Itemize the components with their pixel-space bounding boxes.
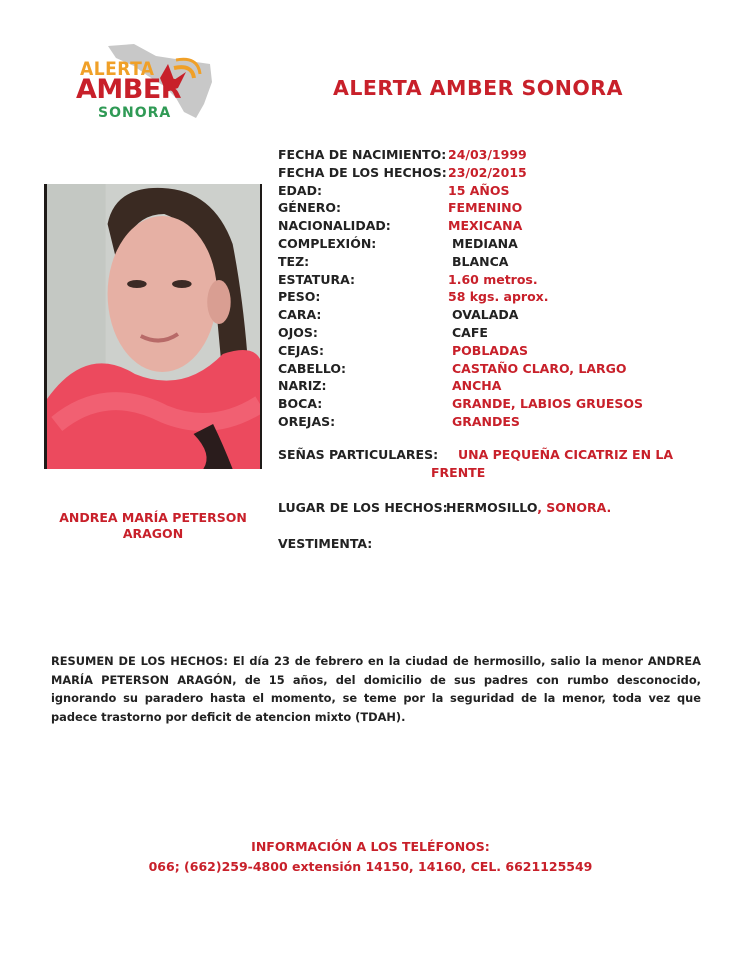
contact-heading: INFORMACIÓN A LOS TELÉFONOS:: [251, 839, 490, 854]
detail-value: 23/02/2015: [448, 164, 527, 180]
lugar-value: [446, 500, 611, 515]
detail-label: BOCA:: [278, 396, 323, 412]
logo-alerta-text: ALERTA: [80, 58, 155, 80]
logo-amber-text: AMBER: [76, 74, 182, 105]
lugar-city: HERMOSILLO: [446, 500, 538, 515]
lugar-state: SONORA.: [541, 500, 612, 515]
detail-value: GRANDE, LABIOS GRUESOS: [452, 396, 644, 412]
detail-label: NARIZ:: [278, 378, 327, 394]
detail-value: FEMENINO: [448, 200, 523, 216]
detail-value: CAFE: [452, 324, 488, 340]
detail-value: MEDIANA: [452, 235, 518, 251]
detail-label: OREJAS:: [278, 413, 336, 429]
detail-label: CABELLO:: [278, 360, 347, 376]
detail-value: 15 AÑOS: [448, 182, 510, 198]
logo-sonora-text: SONORA: [98, 105, 172, 121]
detail-label: FECHA DE LOS HECHOS:: [278, 164, 447, 180]
vestimenta-label: VESTIMENTA:: [278, 536, 373, 551]
detail-label: PESO:: [278, 289, 321, 305]
detail-value: MEXICANA: [448, 218, 523, 234]
senas-label: SEÑAS PARTICULARES:: [278, 447, 439, 462]
detail-label: CARA:: [278, 307, 322, 323]
detail-label: COMPLEXIÓN:: [278, 235, 377, 251]
detail-label: FECHA DE NACIMIENTO:: [278, 147, 447, 162]
lugar-label: LUGAR DE LOS HECHOS:: [278, 500, 448, 515]
detail-label: TEZ:: [278, 253, 310, 269]
lugar-sep: ,: [537, 500, 542, 515]
missing-person-photo: [44, 184, 262, 469]
detail-value: OVALADA: [452, 307, 519, 323]
detail-value: 1.60 metros.: [448, 271, 538, 287]
detail-label: ESTATURA:: [278, 271, 356, 287]
detail-value: ANCHA: [452, 378, 502, 394]
detail-value: POBLADAS: [452, 342, 529, 358]
detail-value: GRANDES: [452, 413, 520, 429]
detail-label: CEJAS:: [278, 342, 325, 358]
detail-label: GÉNERO:: [278, 200, 342, 216]
contact-phones: 066; (662)259-4800 extensión 14150, 14160, CEL. 6621125549: [148, 859, 593, 874]
senas-value-line-2: FRENTE: [431, 465, 486, 480]
name-line-1: ANDREA MARÍA PETERSON: [59, 510, 247, 525]
detail-value: BLANCA: [452, 253, 509, 269]
detail-label: NACIONALIDAD:: [278, 218, 391, 234]
detail-label: EDAD:: [278, 182, 322, 198]
senas-value-line-1: UNA PEQUEÑA CICATRIZ EN LA: [458, 447, 674, 462]
name-line-2: ARAGON: [122, 526, 184, 541]
detail-value: 58 kgs. aprox.: [448, 289, 549, 305]
summary-paragraph: RESUMEN DE LOS HECHOS: El día 23 de febrero en la ciudad de hermosillo, salio la menor ANDREA MARÍA PETERSON ARAGÓN, de 15 años, del domicilio de sus padres con rumbo desconocido, ignorando su paradero hasta el momento, se teme por la seguridad de la menor, toda vez que padece trastorno por deficit de atencion mixto (TDAH).: [51, 654, 701, 724]
detail-value: 24/03/1999: [448, 147, 527, 162]
page-title: ALERTA AMBER SONORA: [333, 76, 623, 100]
alerta-amber-logo: [68, 38, 218, 124]
detail-value: CASTAÑO CLARO, LARGO: [452, 360, 627, 376]
detail-label: OJOS:: [278, 324, 318, 340]
missing-person-name: [42, 510, 264, 542]
